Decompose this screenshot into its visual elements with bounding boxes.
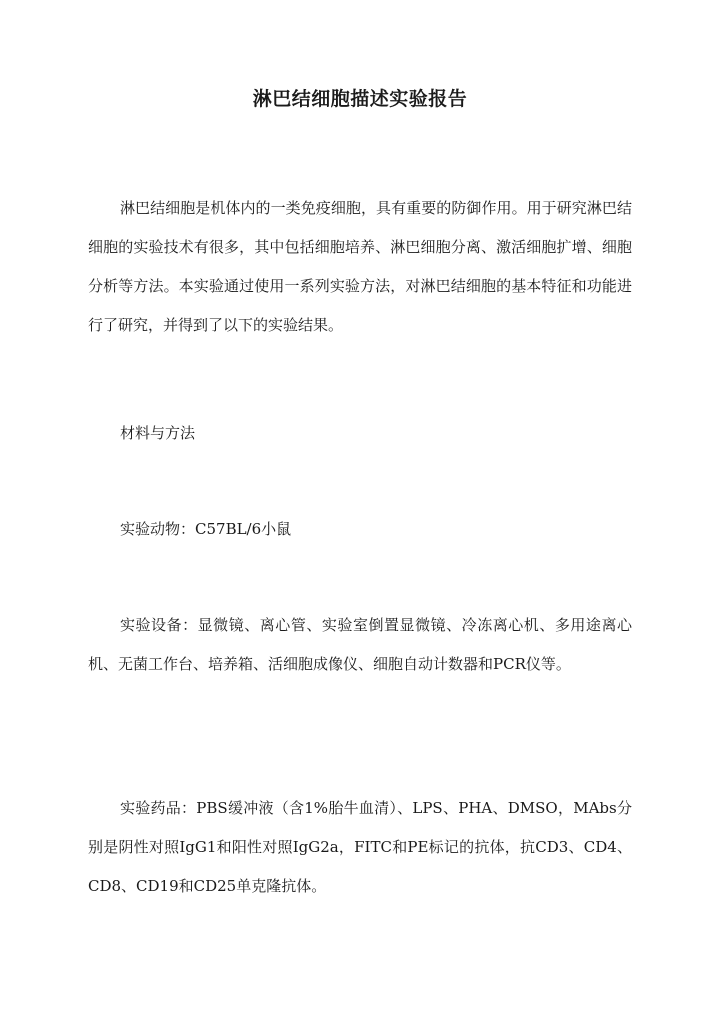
experimental-reagents-paragraph: 实验药品：PBS缓冲液（含1%胎牛血清）、LPS、PHA、DMSO，MAbs分别是阴性对照IgG1和阳性对照IgG2a，FITC和PE标记的抗体，抗CD3、CD4、CD8、CD19和CD25单克隆抗体。 — [88, 799, 632, 895]
section-heading-materials-methods: 材料与方法 — [120, 424, 196, 442]
experimental-animals-line: 实验动物：C57BL/6小鼠 — [120, 520, 292, 538]
intro-paragraph: 淋巴结细胞是机体内的一类免疫细胞，具有重要的防御作用。用于研究淋巴结细胞的实验技术有很多，其中包括细胞培养、淋巴细胞分离、激活细胞扩增、细胞分析等方法。本实验通过使用一系列实验方法，对淋巴结细胞的基本特征和功能进行了研究，并得到了以下的实验结果。 — [88, 199, 632, 334]
experimental-equipment-paragraph: 实验设备：显微镜、离心管、实验室倒置显微镜、冷冻离心机、多用途离心机、无菌工作台、培养箱、活细胞成像仪、细胞自动计数器和PCR仪等。 — [88, 616, 632, 673]
document-title: 淋巴结细胞描述实验报告 — [252, 88, 468, 110]
